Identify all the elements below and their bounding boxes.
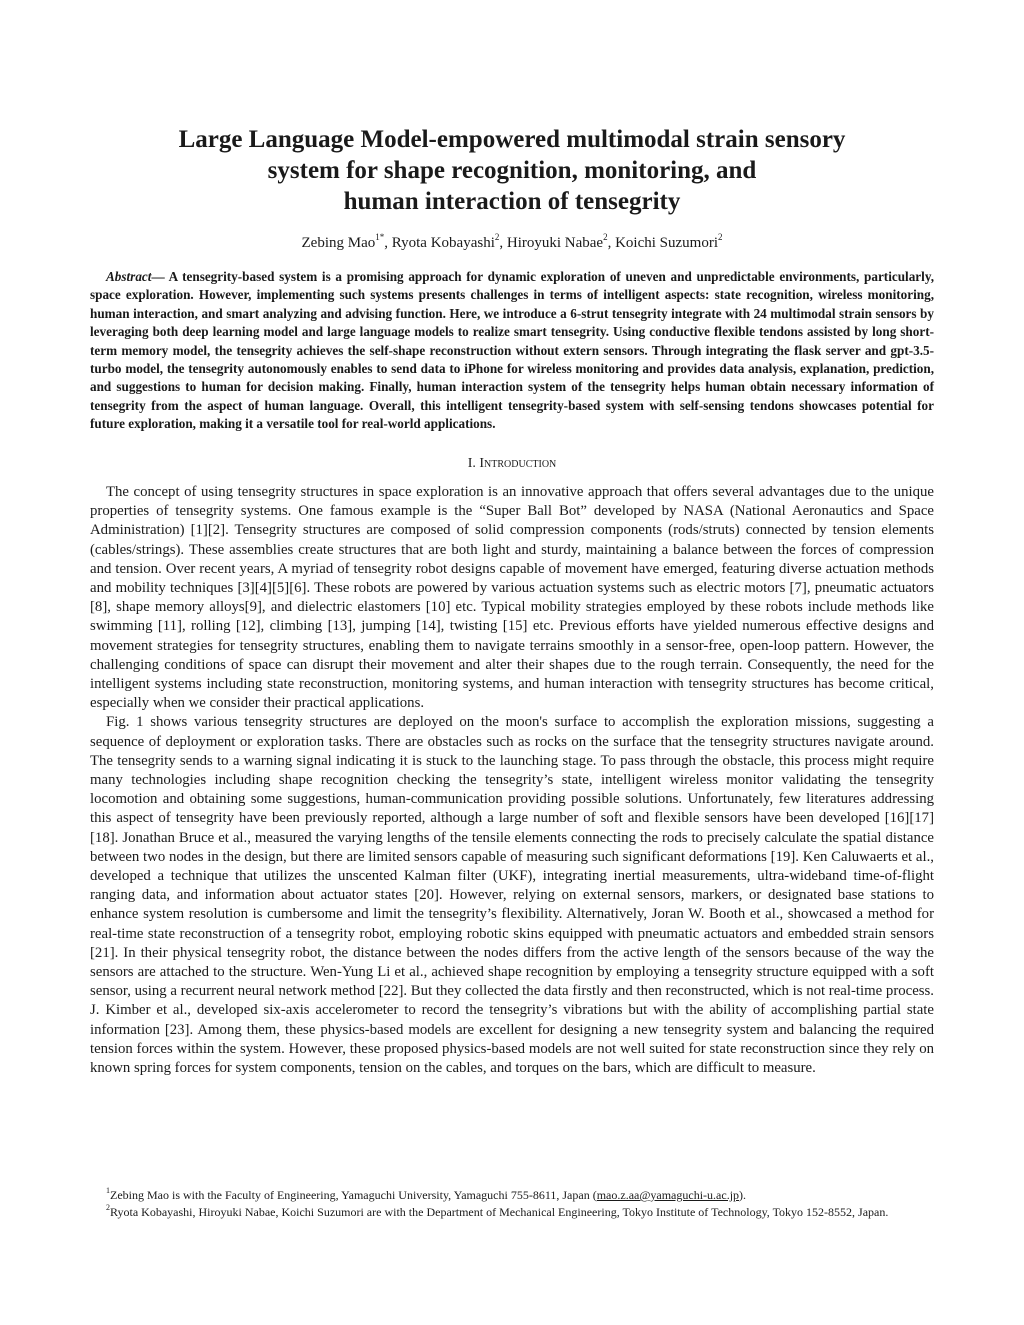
title-line-3: human interaction of tensegrity <box>343 188 681 215</box>
footnote-text: ). <box>739 1188 747 1202</box>
body-paragraph: The concept of using tensegrity structures in space exploration is an innovative approach that offers several advantages due to the unique properties of tensegrity systems. One famous example is the “Super Ball Bot” developed by NASA (National Aeronautics and Space Administration) [1][2]. Tensegrity structures are composed of solid compression components (rods/struts) connected by tension elements (cables/strings). These assemblies create structures that are both light and sturdy, maintaining a balance between the forces of compression and tension. Over recent years, A myriad of tensegrity robot designs capable of movement have emerged, featuring diverse actuation methods and mobility techniques [3][4][5][6]. These robots are powered by various actuation systems such as electric motors [7], pneumatic actuators [8], shape memory alloys[9], and dielectric elastomers [10] etc. Typical mobility strategies employed by these robots include methods like swimming [11], rolling [12], climbing [13], jumping [14], twisting [15] etc. Previous efforts have yielded numerous effective designs and movement strategies for tensegrity structures, enabling them to navigate terrains smoothly in a sensor-free, open-loop pattern. However, the challenging conditions of space can disrupt their movement and alter their shapes due to the rough terrain. Consequently, the need for the intelligent systems including state reconstruction, monitoring systems, and human interaction with tensegrity structures has become critical, especially when we consider their practical applications. <box>90 484 934 712</box>
author-email-link[interactable]: mao.z.aa@yamaguchi-u.ac.jp <box>596 1188 740 1202</box>
footnote-mark: 1 <box>106 1186 110 1195</box>
title-line-2: system for shape recognition, monitoring, and <box>267 157 757 184</box>
footnote-text: Zebing Mao is with the Faculty of Engineering, Yamaguchi University, Yamaguchi 755-8611, Japan ( <box>110 1188 597 1202</box>
author-affiliation-mark: 2 <box>718 232 723 242</box>
body-paragraph: Fig. 1 shows various tensegrity structures are deployed on the moon's surface to accomplish the exploration missions, suggesting a sequence of deployment or exploration tasks. There are obstacles such as rocks on the surface that the tensegrity structures navigate around. The tensegrity sends to a warning signal indicating it is stuck to the launching stage. To pass through the obstacle, this process might require many technologies including shape recognition checking the tensegrity’s state, intelligent wireless monitor validating the tensegrity locomotion and obtaining some suggestions, human-communication providing possible solutions. Unfortunately, few literatures addressing this aspect of tensegrity have been previously reported, although a large number of soft and flexible sensors have been developed [16][17][18]. Jonathan Bruce et al., measured the varying lengths of the tensile elements connecting the rods to precisely calculate the spatial distance between two nodes in the design, but there are limited sensors capable of measuring such significant deformations [19]. Ken Caluwaerts et al., developed a technique that utilizes the unscented Kalman filter (UKF), integrating inertial measurements, ultra-wideband time-of-flight ranging data, and information about actuator states [20]. However, relying on external sensors, markers, or designated base stations to enhance system resolution is cumbersome and limit the tensegrity’s flexibility. Alternatively, Joran W. Booth et al., showcased a method for real-time state reconstruction of a tensegrity robot, employing robotic skins equipped with pneumatic actuators and embedded strain sensors [21]. In their physical tensegrity robot, the distance between the nodes differs from the active length of the sensors because of the way the sensors are attached to the structure. Wen-Yung Li et al., achieved shape recognition by employing a tensegrity structure equipped with a soft sensor, using a recurrent neural network method [22]. But they collected the data firstly and then reconstructed, which is not real-time process. J. Kimber et al., developed six-axis accelerometer to record the tensegrity’s vibrations but with the ability of accomplishing partial state information [23]. Among them, these physics-based models are excellent for designing a new tensegrity system and balancing the required tension forces within the system. However, these proposed physics-based models are not well suited for state reconstruction since they rely on known spring forces for system components, tension on the cables, and torques on the bars, which are difficult to measure. <box>90 714 934 1077</box>
abstract-label: Abstract <box>106 269 152 284</box>
title-line-1: Large Language Model-empowered multimodal strain sensory <box>178 126 846 153</box>
section-number: I. <box>467 456 476 471</box>
footnote-2 <box>90 1204 934 1221</box>
author-affiliation-mark: 1* <box>375 232 385 242</box>
author-list <box>90 233 934 253</box>
author-name: Koichi Suzumori <box>615 235 718 251</box>
author-name: Ryota Kobayashi <box>391 235 495 251</box>
introduction-body <box>90 483 934 1078</box>
footnote-text: Ryota Kobayashi, Hiroyuki Nabae, Koichi Suzumori are with the Department of Mechanical Engineering, Tokyo Institute of Technology, Tokyo 152-8552, Japan. <box>110 1204 889 1219</box>
footnote-mark: 2 <box>106 1202 110 1212</box>
paper-title <box>90 124 934 217</box>
author-separator: , <box>384 235 392 251</box>
abstract-text: A tensegrity-based system is a promising approach for dynamic exploration of uneven and unpredictable environments, particularly, space exploration. However, implementing such systems presents challenges in terms of intelligent aspects: state recognition, wireless monitoring, human interaction, and smart analyzing and advising function. Here, we introduce a 6-strut tensegrity integrate with 24 multimodal strain sensors by leveraging both deep learning model and large language models to realize smart tensegrity. Using conductive flexible tendons assisted by long short-term memory model, the tensegrity achieves the self-shape reconstruction without extern sensors. Through integrating the flask server and gpt-3.5-turbo model, the tensegrity autonomously enables to send data to iPhone for wireless monitoring and provides data analysis, explanation, prediction, and suggestions to human for decision making. Finally, human interaction system of the tensegrity helps human obtain necessary information of tensegrity from the aspect of human language. Overall, this intelligent tensegrity-based system with self-sensing tendons showcases potential for future exploration, making it a versatile tool for real-world applications. <box>90 269 934 432</box>
section-heading-introduction <box>90 455 934 473</box>
author-affiliation-mark: 2 <box>603 232 608 242</box>
author-name: Hiroyuki Nabae <box>506 235 604 251</box>
author-name: Zebing Mao <box>301 235 376 251</box>
author-separator: , <box>499 235 507 251</box>
author-affiliation-mark: 2 <box>494 232 500 242</box>
footnotes <box>90 1187 934 1220</box>
abstract <box>90 268 934 434</box>
section-title: Introduction <box>479 456 557 471</box>
abstract-dash: — <box>151 269 165 284</box>
footnote-1 <box>90 1187 934 1204</box>
author-separator: , <box>607 235 616 251</box>
